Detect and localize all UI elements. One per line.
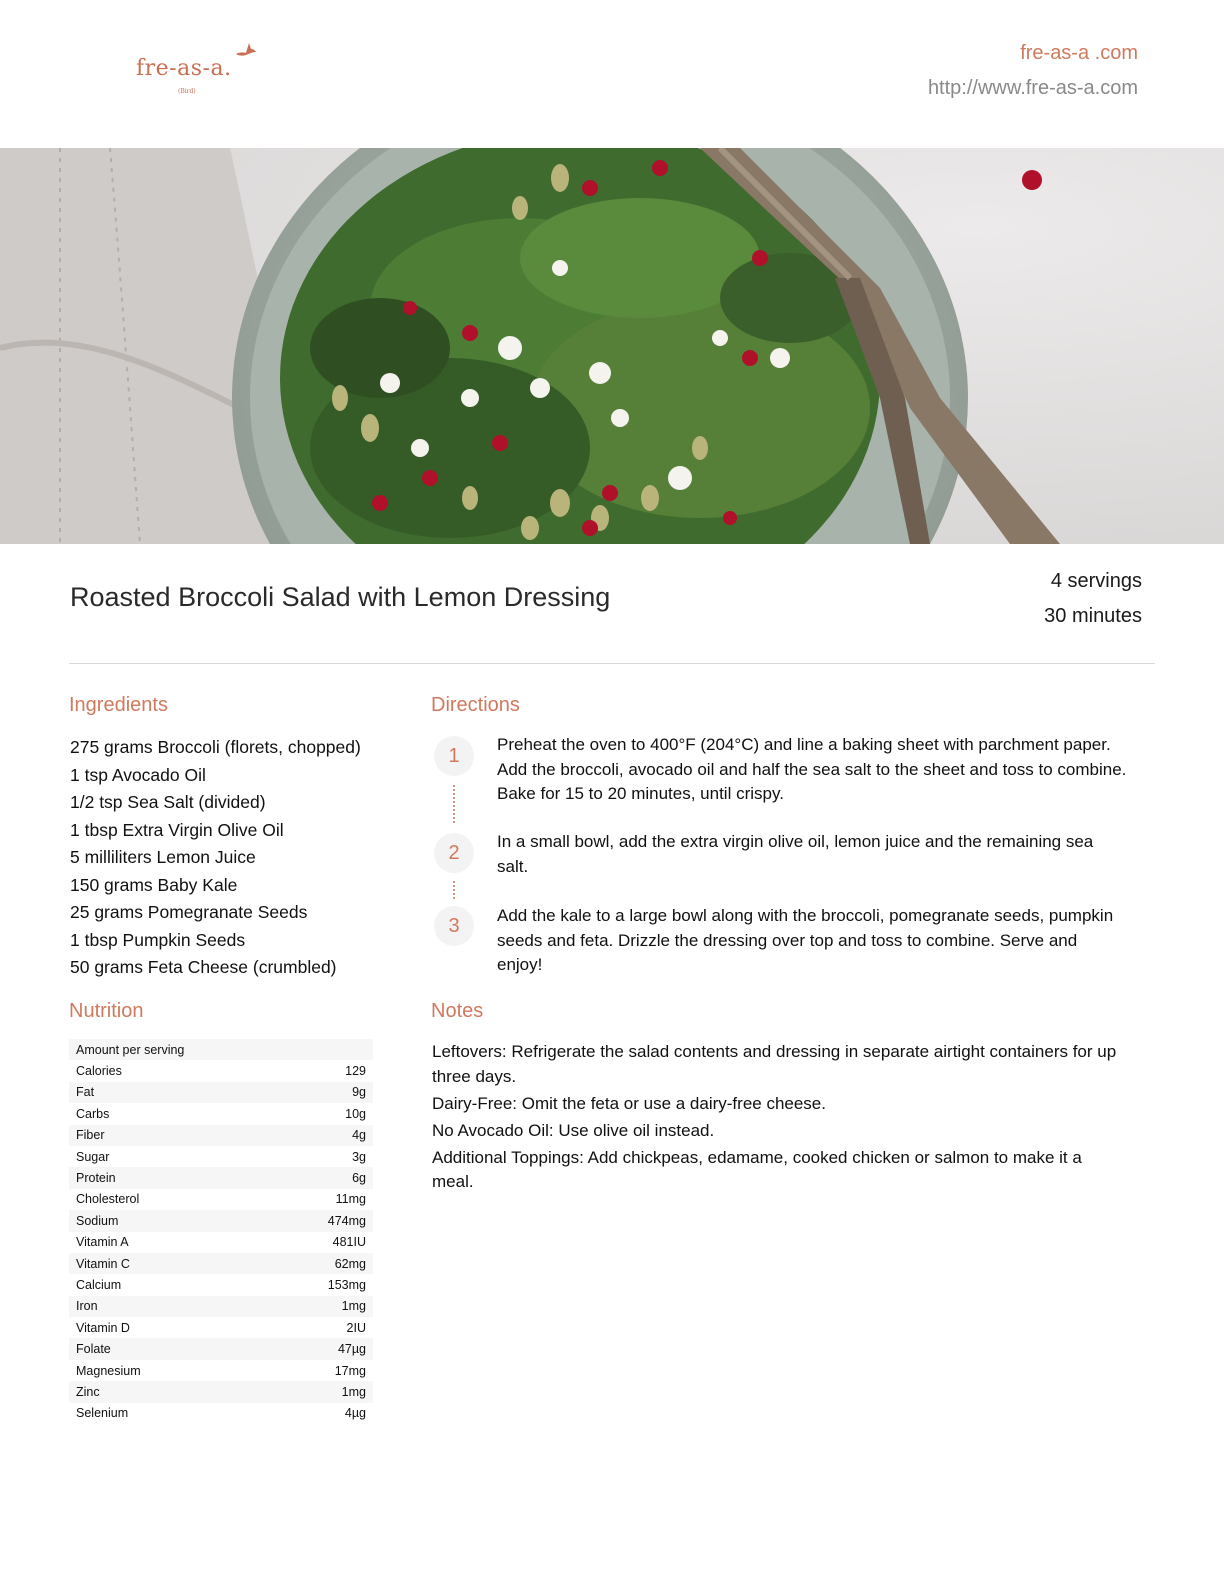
notes-list — [432, 1040, 1122, 1197]
logo-text: fre-as-a. — [136, 56, 232, 81]
brand-logo[interactable] — [136, 40, 266, 100]
nutrient-label: Selenium — [76, 1406, 129, 1421]
nutrient-label: Folate — [69, 1338, 252, 1359]
nutrient-label: Vitamin C — [69, 1253, 252, 1274]
nutrition-row — [69, 1317, 373, 1338]
nutrient-value: 1mg — [252, 1381, 373, 1402]
ingredient-item: 5 milliliters Lemon Juice — [70, 847, 256, 867]
hero-image — [0, 148, 1224, 544]
ingredient-item: 25 grams Pomegranate Seeds — [70, 902, 308, 922]
nutrient-label: Sugar — [76, 1149, 110, 1164]
nutrient-value: 62mg — [252, 1253, 373, 1274]
nutrition-row — [69, 1103, 373, 1124]
total-time: 30 minutes — [1044, 605, 1142, 627]
ingredient-item: 1 tbsp Pumpkin Seeds — [70, 929, 246, 950]
logo-subtext: (Bird) — [178, 88, 196, 95]
nutrient-value: 17mg — [334, 1363, 366, 1378]
note-item: No Avocado Oil: Use olive oil instead. — [432, 1120, 715, 1140]
notes-heading: Notes — [431, 1000, 484, 1022]
note-item: Dairy-Free: Omit the feta or use a dairy-free cheese. — [432, 1093, 826, 1113]
nutrition-row — [69, 1403, 373, 1424]
ingredient-item: 275 grams Broccoli (florets, chopped) — [70, 737, 361, 757]
nutrition-row — [69, 1125, 373, 1146]
nutrient-value: 129 — [345, 1064, 366, 1079]
step-text: Preheat the oven to 400°F (204°C) and line a baking sheet with parchment paper. Add the broccoli, avocado oil and half the sea salt to the sheet and toss to combine. Bake for 15 to 20 minutes, until crispy. — [497, 735, 1127, 803]
nutrient-value: 3g — [352, 1149, 366, 1164]
directions-heading: Directions — [431, 694, 520, 716]
nutrition-table — [69, 1039, 373, 1424]
nutrient-label: Calcium — [76, 1277, 122, 1292]
nutrition-heading: Nutrition — [69, 1000, 144, 1022]
step-text: In a small bowl, add the extra virgin olive oil, lemon juice and the remaining sea salt. — [497, 832, 1094, 876]
nutrient-label: Vitamin A — [76, 1235, 129, 1250]
nutrition-row — [69, 1360, 373, 1381]
nutrient-value: 153mg — [327, 1277, 366, 1292]
nutrition-row — [69, 1381, 373, 1402]
nutrient-value: 2IU — [346, 1320, 366, 1335]
nutrient-value: 9g — [252, 1082, 373, 1103]
ingredient-item: 1 tbsp Extra Virgin Olive Oil — [70, 819, 284, 840]
nutrient-label: Iron — [69, 1296, 252, 1317]
nutrient-value: 11mg — [335, 1192, 366, 1207]
nutrition-row — [69, 1082, 373, 1103]
nutrient-label: Calories — [76, 1064, 122, 1079]
nutrition-row — [69, 1189, 373, 1210]
ingredients-heading: Ingredients — [69, 694, 168, 716]
nutrient-label: Magnesium — [76, 1363, 141, 1378]
site-name[interactable]: fre-as-a .com — [1020, 42, 1138, 64]
nutrition-row — [69, 1296, 373, 1317]
nutrition-row — [69, 1253, 373, 1274]
nutrition-header-row — [69, 1039, 373, 1060]
ingredient-item: 150 grams Baby Kale — [70, 874, 238, 895]
nutrient-label: Cholesterol — [76, 1192, 140, 1207]
nutrient-value: 4µg — [344, 1406, 366, 1421]
nutrition-row — [69, 1146, 373, 1167]
nutrient-value: 474mg — [252, 1210, 373, 1231]
nutrition-row — [69, 1338, 373, 1359]
nutrition-row — [69, 1060, 373, 1081]
step-connector — [453, 881, 455, 899]
nutrient-value: 47µg — [252, 1338, 373, 1359]
step-number: 2 — [434, 833, 474, 873]
ingredient-item: 1/2 tsp Sea Salt (divided) — [70, 792, 266, 812]
nutrition-row — [69, 1232, 373, 1253]
step-number: 1 — [434, 736, 474, 776]
nutrient-label: Sodium — [69, 1210, 252, 1231]
nutrient-value: 4g — [252, 1125, 373, 1146]
nutrition-row — [69, 1274, 373, 1295]
divider — [69, 663, 1155, 664]
ingredient-item: 1 tsp Avocado Oil — [70, 764, 206, 785]
step-text: Add the kale to a large bowl along with the broccoli, pomegranate seeds, pumpkin seeds and feta. Drizzle the dressing over top and toss to combine. Serve and enjoy! — [497, 906, 1114, 974]
nutrition-row — [69, 1210, 373, 1231]
servings: 4 servings — [1050, 570, 1142, 592]
site-url-link[interactable]: http://www.fre-as-a.com — [927, 77, 1138, 99]
ingredient-item: 50 grams Feta Cheese (crumbled) — [70, 957, 337, 977]
note-item: Additional Toppings: Add chickpeas, edamame, cooked chicken or salmon to make it a meal. — [432, 1147, 1082, 1191]
nutrient-label: Vitamin D — [76, 1320, 130, 1335]
recipe-title: Roasted Broccoli Salad with Lemon Dressing — [70, 582, 611, 612]
bird-icon — [234, 40, 258, 60]
nutrient-label: Protein — [69, 1167, 252, 1188]
nutrient-value: 6g — [252, 1167, 373, 1188]
nutrition-header-label: Amount per serving — [69, 1039, 373, 1060]
nutrient-value: 10g — [345, 1106, 366, 1121]
note-item: Leftovers: Refrigerate the salad contents and dressing in separate airtight containers for up three days. — [432, 1042, 1117, 1086]
nutrition-row — [69, 1167, 373, 1188]
step-number: 3 — [434, 906, 474, 946]
ingredients-list — [70, 734, 361, 982]
nutrient-value: 1mg — [252, 1296, 373, 1317]
salad-bowl-illustration — [0, 148, 1224, 544]
step-connector — [453, 785, 455, 823]
nutrient-label: Fiber — [69, 1125, 252, 1146]
nutrient-label: Carbs — [76, 1106, 110, 1121]
nutrient-label: Zinc — [69, 1381, 252, 1402]
nutrient-label: Fat — [69, 1082, 252, 1103]
nutrient-value: 481IU — [332, 1235, 366, 1250]
